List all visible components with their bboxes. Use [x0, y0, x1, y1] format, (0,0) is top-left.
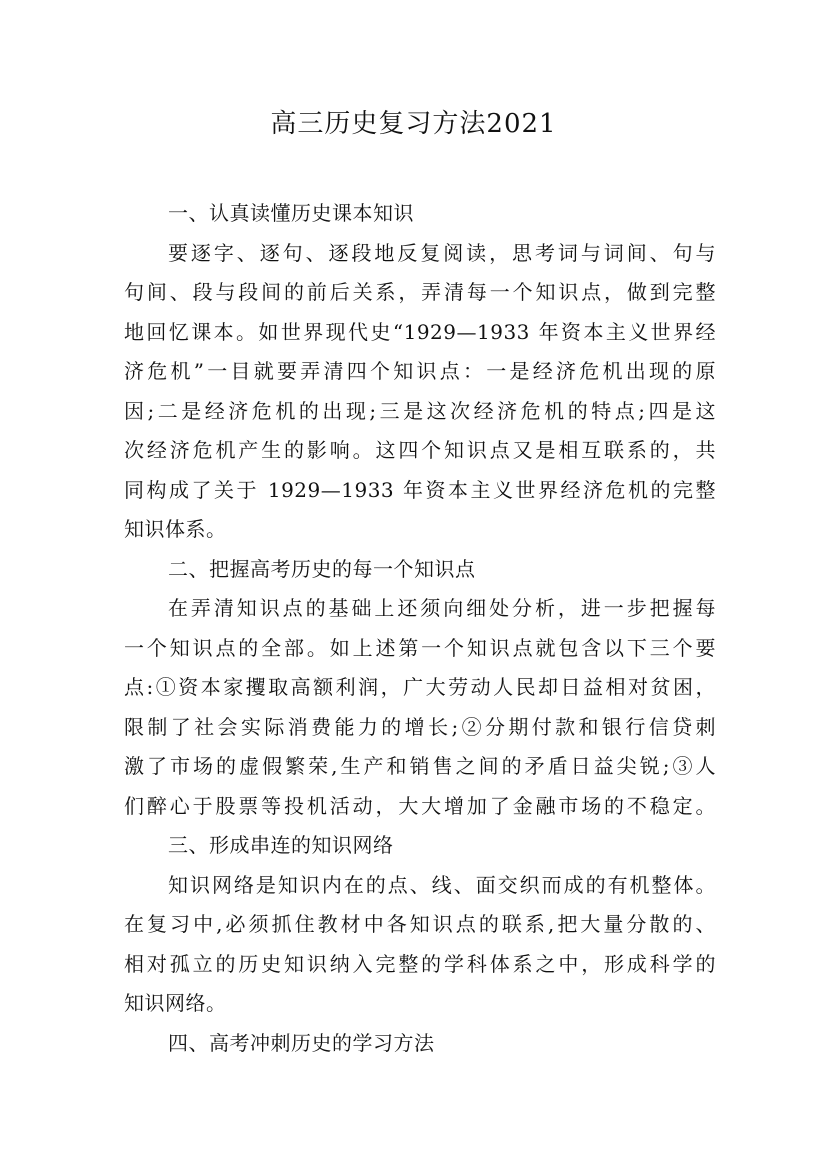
paragraph-line: 限制了社会实际消费能力的增长;②分期付款和银行信贷刺	[124, 714, 716, 739]
paragraph-line: 地回忆课本。如世界现代史“1929—1933 年资本主义世界经	[124, 319, 716, 344]
document-title: 高三历史复习方法2021	[270, 109, 557, 139]
paragraph-line: 句间、段与段间的前后关系，弄清每一个知识点，做到完整	[124, 280, 716, 304]
paragraph-line: 们醉心于股票等投机活动，大大增加了金融市场的不稳定。	[124, 793, 716, 818]
paragraph-line: 在复习中,必须抓住教材中各知识点的联系,把大量分散的、	[124, 912, 716, 936]
paragraph-line: 同构成了关于 1929—1933 年资本主义世界经济危机的完整	[124, 477, 716, 502]
paragraph-line: 激了市场的虚假繁荣,生产和销售之间的矛盾日益尖锐;③人	[124, 754, 716, 778]
section-heading: 二、把握高考历史的每一个知识点	[168, 556, 476, 581]
paragraph-line: 相对孤立的历史知识纳入完整的学科体系之中，形成科学的	[124, 951, 716, 976]
paragraph-line: 次经济危机产生的影响。这四个知识点又是相互联系的，共	[124, 438, 716, 462]
section-heading: 四、高考冲刺历史的学习方法	[168, 1030, 435, 1055]
section-heading: 一、认真读懂历史课本知识	[168, 201, 414, 225]
paragraph-line: 知识体系。	[124, 517, 227, 541]
paragraph-line: 济危机”一目就要弄清四个知识点：一是经济危机出现的原	[124, 359, 716, 383]
section-heading: 三、形成串连的知识网络	[168, 833, 394, 857]
paragraph-line: 因;二是经济危机的出现;三是这次经济危机的特点;四是这	[124, 398, 716, 423]
paragraph-line: 一个知识点的全部。如上述第一个知识点就包含以下三个要	[124, 635, 716, 660]
paragraph-line: 要逐字、逐句、逐段地反复阅读，思考词与词间、句与	[168, 240, 716, 265]
document-body	[124, 194, 716, 1063]
paragraph-line: 知识网络。	[124, 991, 227, 1015]
paragraph-line: 在弄清知识点的基础上还须向细处分析，进一步把握每	[168, 596, 716, 620]
paragraph-line: 点:①资本家攫取高额利润，广大劳动人民却日益相对贫困，	[124, 675, 716, 699]
paragraph-line: 知识网络是知识内在的点、线、面交织而成的有机整体。	[168, 872, 716, 897]
